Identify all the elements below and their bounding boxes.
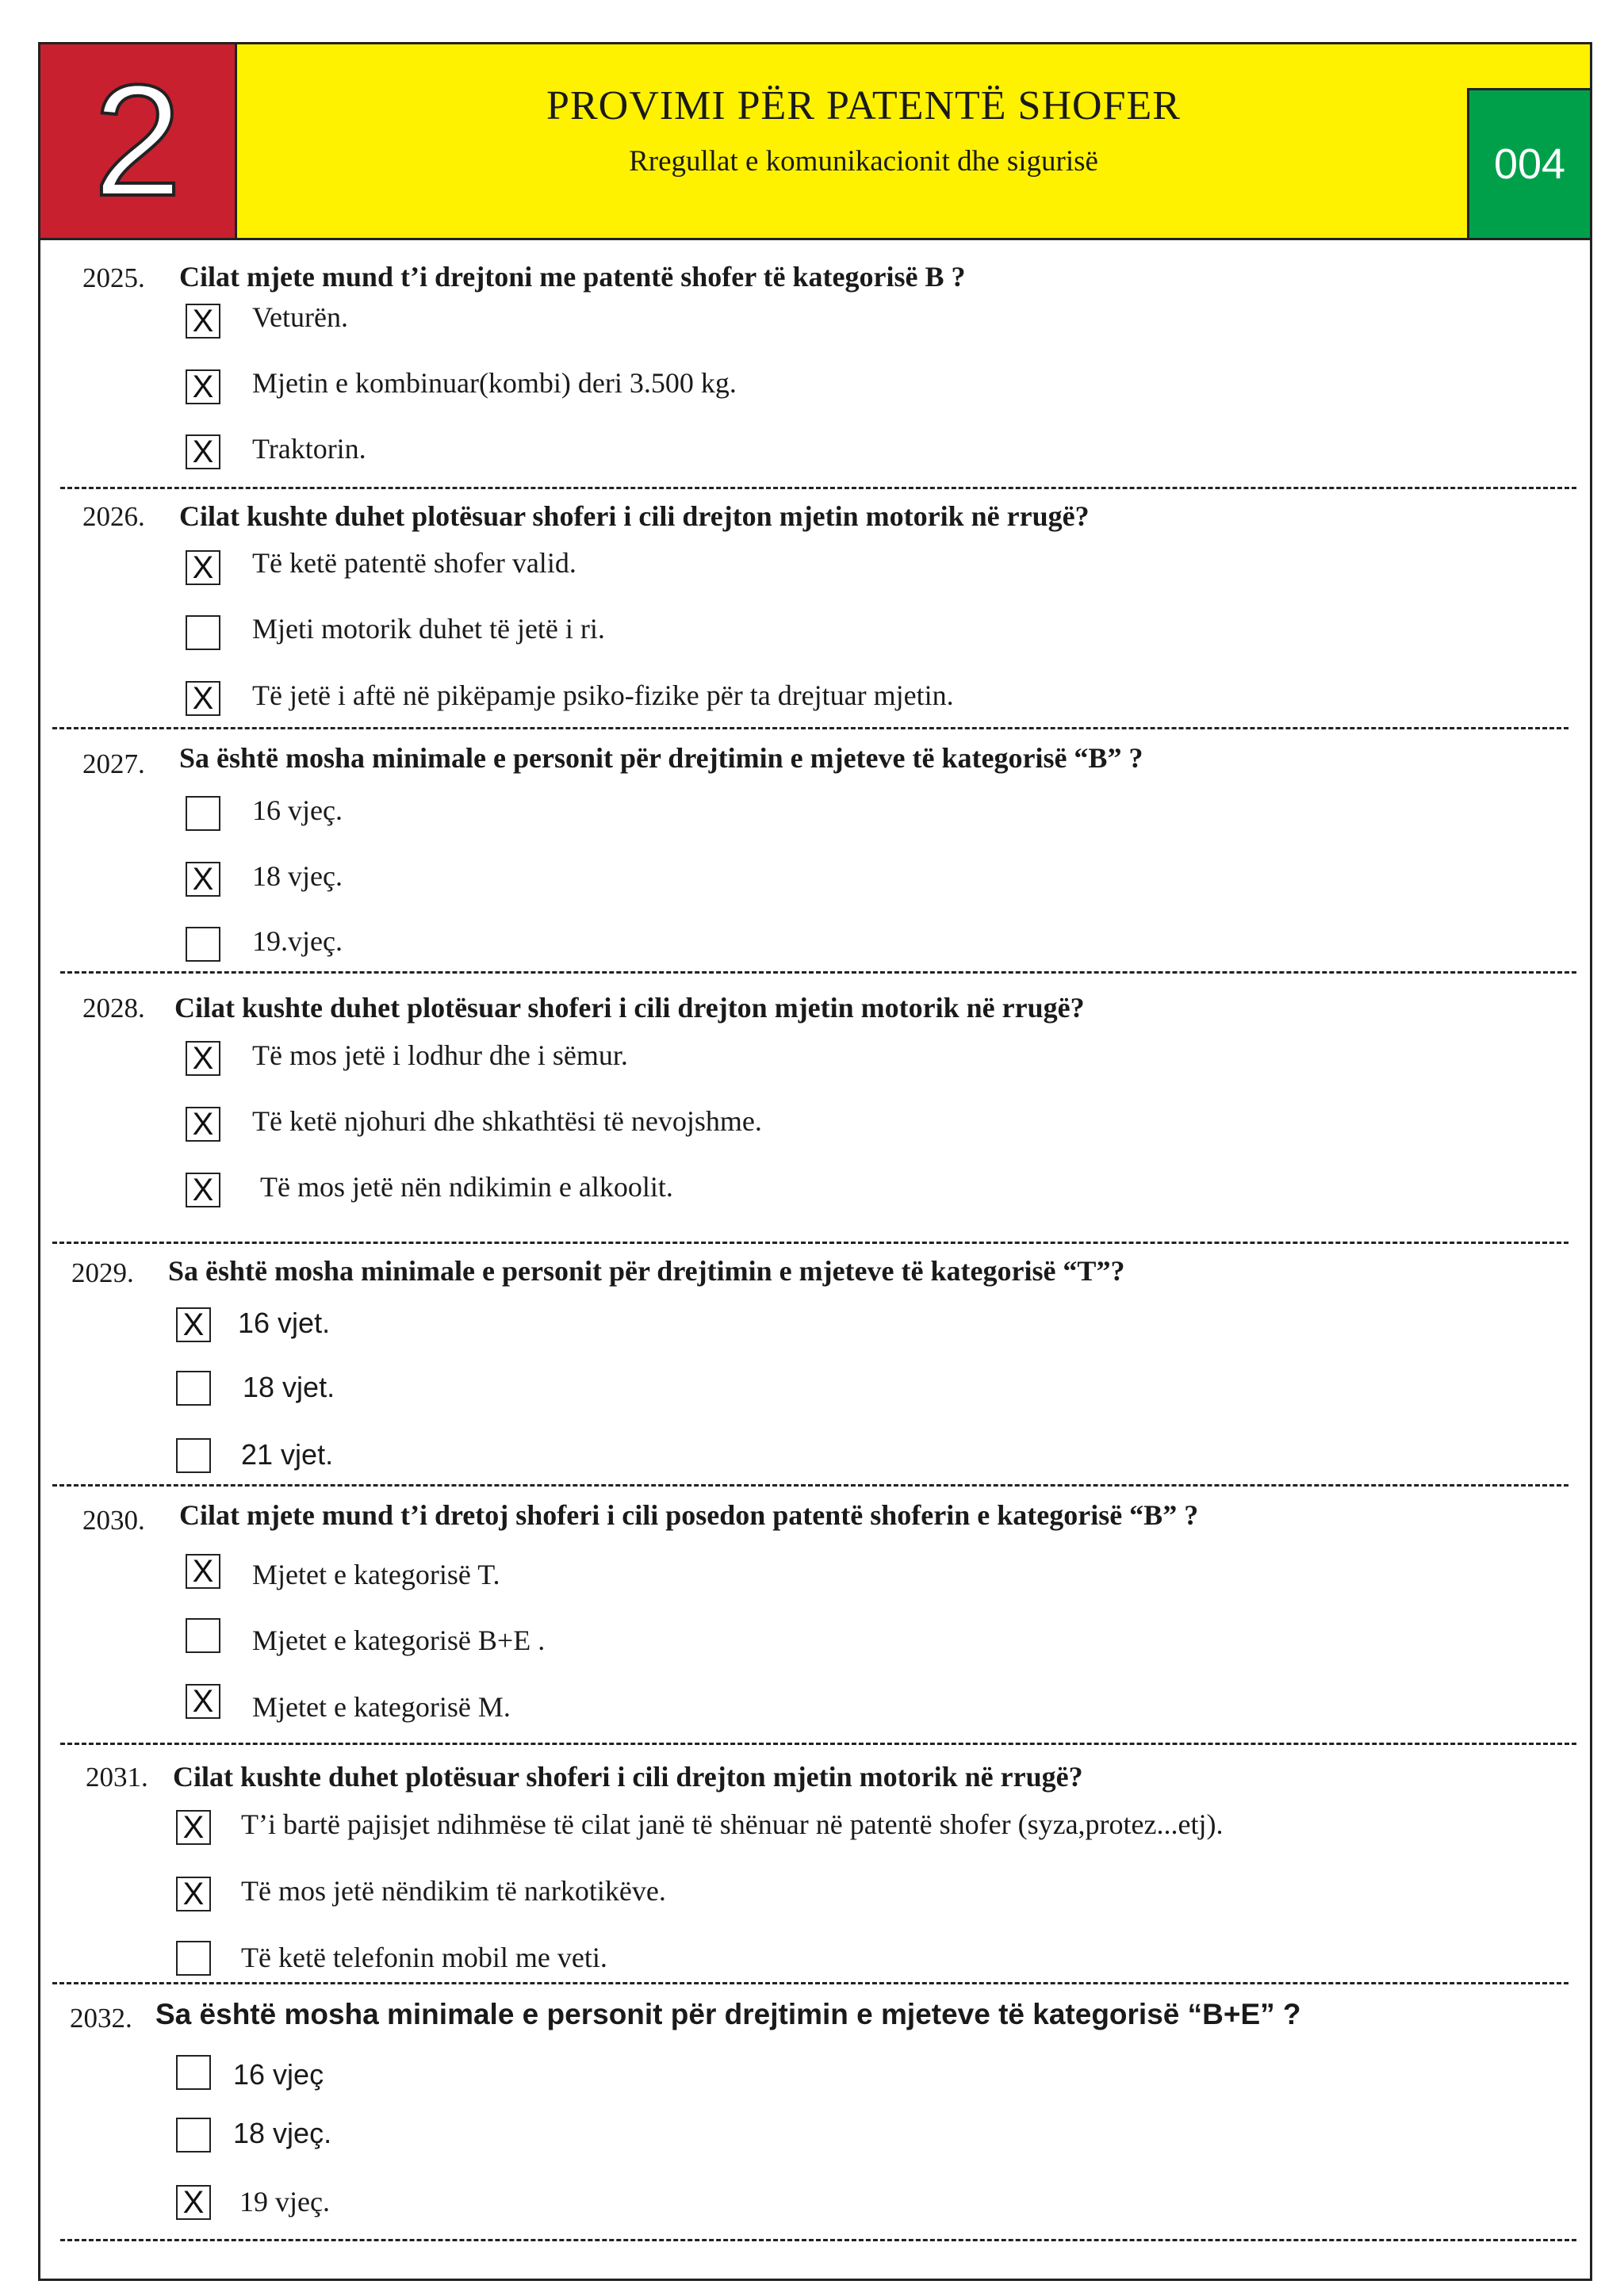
answer-checkbox[interactable]: X <box>176 1877 211 1911</box>
answer-label: Të jetë i aftë në pikëpamje psiko-fizike për ta drejtuar mjetin. <box>252 679 954 711</box>
answer-label: Të mos jetë i lodhur dhe i sëmur. <box>252 1039 628 1071</box>
question-number: 2025. <box>82 262 145 293</box>
answer-label: 18 vjeç. <box>252 860 343 892</box>
answer-checkbox[interactable] <box>176 1941 211 1976</box>
section-divider <box>52 727 1568 729</box>
question-text: Sa është mosha minimale e personit për drejtimin e mjeteve të kategorisë “B+E” ? <box>155 1998 1301 2030</box>
answer-label: 21 vjet. <box>241 1438 334 1471</box>
answer-checkbox[interactable] <box>186 796 220 831</box>
answer-label: Të mos jetë nëndikim të narkotikëve. <box>241 1875 666 1907</box>
answer-label: Mjetin e kombinuar(kombi) deri 3.500 kg. <box>252 367 737 399</box>
answer-label: Mjeti motorik duhet të jetë i ri. <box>252 613 605 645</box>
answer-label: Të ketë telefonin mobil me veti. <box>241 1942 607 1973</box>
answer-label: Mjetet e kategorisë M. <box>252 1691 511 1723</box>
answer-checkbox[interactable] <box>176 1438 211 1473</box>
answer-checkbox[interactable]: X <box>186 550 220 585</box>
answer-label: Mjetet e kategorisë T. <box>252 1559 500 1590</box>
section-divider <box>52 1242 1568 1244</box>
section-divider <box>60 487 1576 489</box>
answer-checkbox[interactable]: X <box>186 1107 220 1142</box>
question-number: 2030. <box>82 1505 145 1536</box>
question-number: 2029. <box>71 1257 134 1288</box>
answer-checkbox[interactable] <box>186 927 220 962</box>
answer-label: Veturën. <box>252 301 348 333</box>
question-number: 2031. <box>86 1762 148 1793</box>
question-number: 2026. <box>82 501 145 532</box>
answer-checkbox[interactable]: X <box>186 304 220 339</box>
answer-label: 19 vjeç. <box>239 2186 330 2218</box>
answer-checkbox[interactable]: X <box>186 1684 220 1719</box>
answer-label: 18 vjet. <box>243 1371 335 1403</box>
question-text: Cilat kushte duhet plotësuar shoferi i cili drejton mjetin motorik në rrugë? <box>179 500 1090 532</box>
section-divider <box>60 971 1576 974</box>
answer-checkbox[interactable]: X <box>186 681 220 716</box>
answer-checkbox[interactable]: X <box>176 1810 211 1845</box>
answer-label: 18 vjeç. <box>233 2117 332 2149</box>
question-text: Sa është mosha minimale e personit për drejtimin e mjeteve të kategorisë “T”? <box>168 1255 1125 1287</box>
answer-checkbox[interactable]: X <box>186 369 220 404</box>
answer-label: Të mos jetë nën ndikimin e alkoolit. <box>260 1171 673 1203</box>
answer-label: T’i bartë pajisjet ndihmëse të cilat janë të shënuar në patentë shofer (syza,protez...etj). <box>241 1808 1224 1840</box>
answer-checkbox[interactable]: X <box>176 2185 211 2220</box>
section-divider <box>52 1484 1568 1487</box>
answer-checkbox[interactable]: X <box>186 434 220 469</box>
answer-label: Të ketë njohuri dhe shkathtësi të nevojshme. <box>252 1105 762 1137</box>
question-number: 2032. <box>70 2003 132 2034</box>
question-text: Sa është mosha minimale e personit për drejtimin e mjeteve të kategorisë “B” ? <box>179 742 1143 774</box>
answer-label: 16 vjeç. <box>252 794 343 826</box>
test-code: 004 <box>1493 140 1566 188</box>
answer-checkbox[interactable] <box>176 1371 211 1406</box>
answer-label: Mjetet e kategorisë B+E . <box>252 1624 546 1656</box>
answer-label: Traktorin. <box>252 433 366 465</box>
section-divider <box>60 1743 1576 1745</box>
answer-label: 19.vjeç. <box>252 925 343 957</box>
question-text: Cilat kushte duhet plotësuar shoferi i cili drejton mjetin motorik në rrugë? <box>174 992 1085 1024</box>
answer-checkbox[interactable]: X <box>186 1173 220 1207</box>
answer-checkbox[interactable] <box>176 2118 211 2152</box>
test-code-badge <box>1467 88 1590 238</box>
page-subtitle: Rregullat e komunikacionit dhe sigurisë <box>629 145 1098 178</box>
answer-checkbox[interactable] <box>176 2055 211 2090</box>
section-divider <box>60 2239 1576 2241</box>
question-text: Cilat mjete mund t’i dretoj shoferi i cili posedon patentë shoferin e kategorisë “B” ? <box>179 1499 1199 1531</box>
answer-checkbox[interactable]: X <box>186 862 220 897</box>
section-divider <box>52 1982 1568 1984</box>
title-banner <box>237 44 1590 238</box>
answer-label: Të ketë patentë shofer valid. <box>252 547 576 579</box>
answer-checkbox[interactable]: X <box>176 1307 211 1342</box>
answer-label: 16 vjeç <box>233 2058 324 2091</box>
answer-label: 16 vjet. <box>238 1307 331 1339</box>
question-number: 2027. <box>82 748 145 779</box>
answer-checkbox[interactable]: X <box>186 1041 220 1076</box>
question-text: Cilat mjete mund t’i drejtoni me patentë shofer të kategorisë B ? <box>179 261 966 293</box>
category-badge <box>40 44 237 238</box>
answer-checkbox[interactable]: X <box>186 1554 220 1589</box>
exam-header <box>40 44 1590 240</box>
category-number: 2 <box>93 52 182 229</box>
question-text: Cilat kushte duhet plotësuar shoferi i cili drejton mjetin motorik në rrugë? <box>173 1761 1083 1793</box>
page-title: PROVIMI PËR PATENTË SHOFER <box>546 83 1181 128</box>
answer-checkbox[interactable] <box>186 1618 220 1653</box>
question-number: 2028. <box>82 993 145 1024</box>
answer-checkbox[interactable] <box>186 615 220 650</box>
